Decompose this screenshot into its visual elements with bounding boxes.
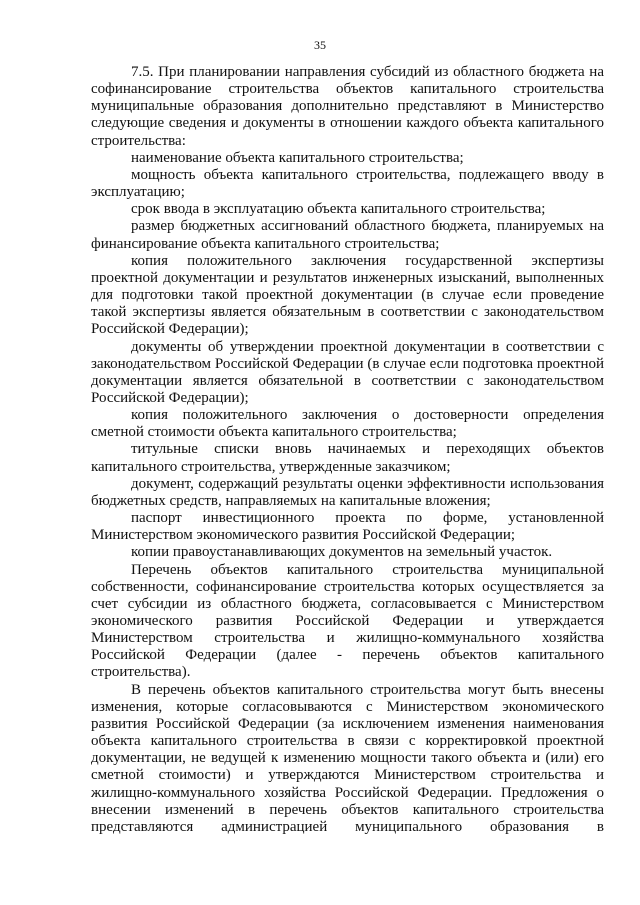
list-item-cost-estimate-conclusion: копия положительного заключения о достоверности определения сметной стоимости объекта капитального строительства; [91,407,604,441]
paragraph-objects-list-changes: В перечень объектов капитального строительства могут быть внесены изменения, которые согласовываются с Министерством экономического развития Российской Федерации (за исключением изменения наименования объекта капитального строительства в связи с корректировкой проектной документации, не ведущей к изменению мощности такого объекта и (или) его сметной стоимости) и утверждаются Министерством строительства и жилищно-коммунального хозяйства Российской Федерации. Предложения о внесении изменений в перечень объектов капитального строительства представляются администрацией муниципального образования в [91,681,604,835]
paragraph-7-5-intro: 7.5. При планировании направления субсидий из областного бюджета на софинансирование строительства объектов капитального строительства муниципальные образования дополнительно представляют в Министерство следующие сведения и документы в отношении каждого объекта капитального строительства: [91,64,604,149]
list-item-commissioning-date: срок ввода в эксплуатацию объекта капитального строительства; [131,201,546,218]
page-number: 35 [314,38,326,52]
list-item-investment-passport: паспорт инвестиционного проекта по форме, установленной Министерством экономического развития Российской Федерации; [91,510,604,544]
list-item-object-capacity: мощность объекта капитального строительства, подлежащего вводу в эксплуатацию; [91,166,604,201]
list-item-title-lists: титульные списки вновь начинаемых и переходящих объектов капитального строительства, утвержденные заказчиком; [91,441,604,475]
list-item-efficiency-assessment: документ, содержащий результаты оценки эффективности использования бюджетных средств, направляемых на капитальные вложения; [91,475,604,509]
list-item-state-expertise-copy: копия положительного заключения государственной экспертизы проектной документации и результатов инженерных изысканий, выполненных для подготовки такой проектной документации (в случае если проведение такой экспертизы является обязательным в соответствии с законодательством Российской Федерации); [91,252,604,338]
list-item-design-approval-documents: документы об утверждении проектной документации в соответствии с законодательством Российской Федерации (в случае если подготовка проектной документации является обязательной в соответствии с законодательством Российской Федерации); [91,338,604,406]
document-body [91,64,604,836]
list-item-object-name: наименование объекта капитального строительства; [131,149,464,166]
paragraph-objects-list-approval: Перечень объектов капитального строительства муниципальной собственности, софинансирование строительства которых осуществляется за счет субсидии из областного бюджета, согласовывается с Министерством экономического развития Российской Федерации и утверждается Министерством строительства и жилищно-коммунального хозяйства Российской Федерации (далее - перечень объектов капитального строительства). [91,561,604,681]
list-item-land-title-documents: копии правоустанавливающих документов на земельный участок. [131,544,553,561]
list-item-budget-allocation: размер бюджетных ассигнований областного бюджета, планируемых на финансирование объекта капитального строительства; [91,218,604,252]
